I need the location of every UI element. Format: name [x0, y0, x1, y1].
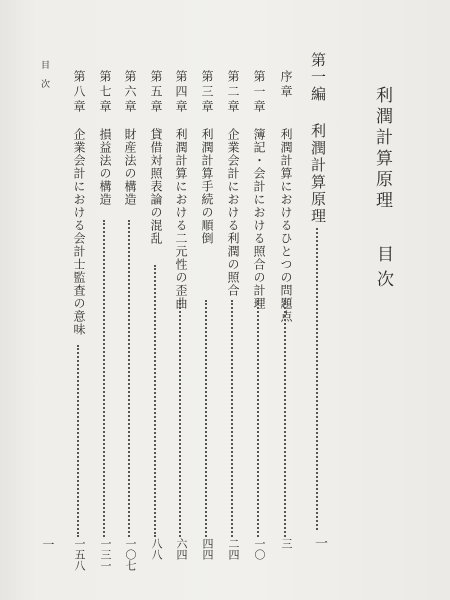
leader-dots [154, 265, 156, 537]
page-number: 四四 [201, 538, 214, 560]
part-page-number: 一 [312, 536, 327, 549]
running-header: 目次 [39, 60, 49, 98]
chapter-number: 第六章 [123, 70, 137, 115]
chapter-title: 簿記・会計における照合の計理 [252, 128, 266, 310]
page-number: 一三一 [99, 538, 112, 571]
part-one-line [308, 52, 329, 225]
leader-dots [205, 300, 207, 537]
page-number: 一〇 [253, 538, 266, 560]
chapter-title: 利潤計算手続の順倒 [200, 128, 214, 245]
part-leader-dots [316, 228, 318, 530]
chapter-number: 第二章 [226, 70, 240, 115]
leader-dots [257, 300, 259, 537]
chapter-number: 第一章 [252, 70, 266, 115]
chapter-title: 貸借対照表論の混乱 [149, 128, 163, 245]
chapter-number: 第七章 [98, 70, 112, 115]
page-number: 二四 [227, 538, 240, 560]
chapter-title: 損益法の構造 [98, 128, 112, 206]
chapter-title: 利潤計算における二元性の歪曲 [174, 128, 188, 310]
book-title: 利潤計算原理 [372, 86, 392, 212]
chapter-title: 利潤計算におけるひとつの問題点 [279, 128, 293, 323]
folio-number: 一 [41, 538, 55, 550]
chapter-number: 序章 [279, 70, 293, 100]
leader-dots [231, 300, 233, 537]
chapter-title: 企業会計における利潤の照合 [226, 128, 240, 297]
chapter-number: 第四章 [174, 70, 188, 115]
page-number: 三 [280, 538, 293, 549]
leader-dots [284, 300, 286, 537]
leader-dots [77, 345, 79, 537]
part-title: 利潤計算原理 [309, 123, 327, 225]
chapter-title: 企業会計における会計士監査の意味 [72, 128, 86, 336]
page-number: 一五八 [73, 538, 86, 571]
page-number: 一〇七 [124, 538, 137, 571]
chapter-number: 第三章 [200, 70, 214, 115]
chapter-number: 第五章 [149, 70, 163, 115]
leader-dots [128, 220, 130, 537]
leader-dots [103, 220, 105, 537]
page-number: 八八 [150, 538, 163, 560]
leader-dots [179, 300, 181, 537]
chapter-number: 第八章 [72, 70, 86, 115]
chapter-title: 財産法の構造 [123, 128, 137, 206]
page-number: 六四 [175, 538, 188, 560]
part-number: 第一編 [309, 52, 327, 103]
toc-heading: 目次 [373, 245, 393, 295]
